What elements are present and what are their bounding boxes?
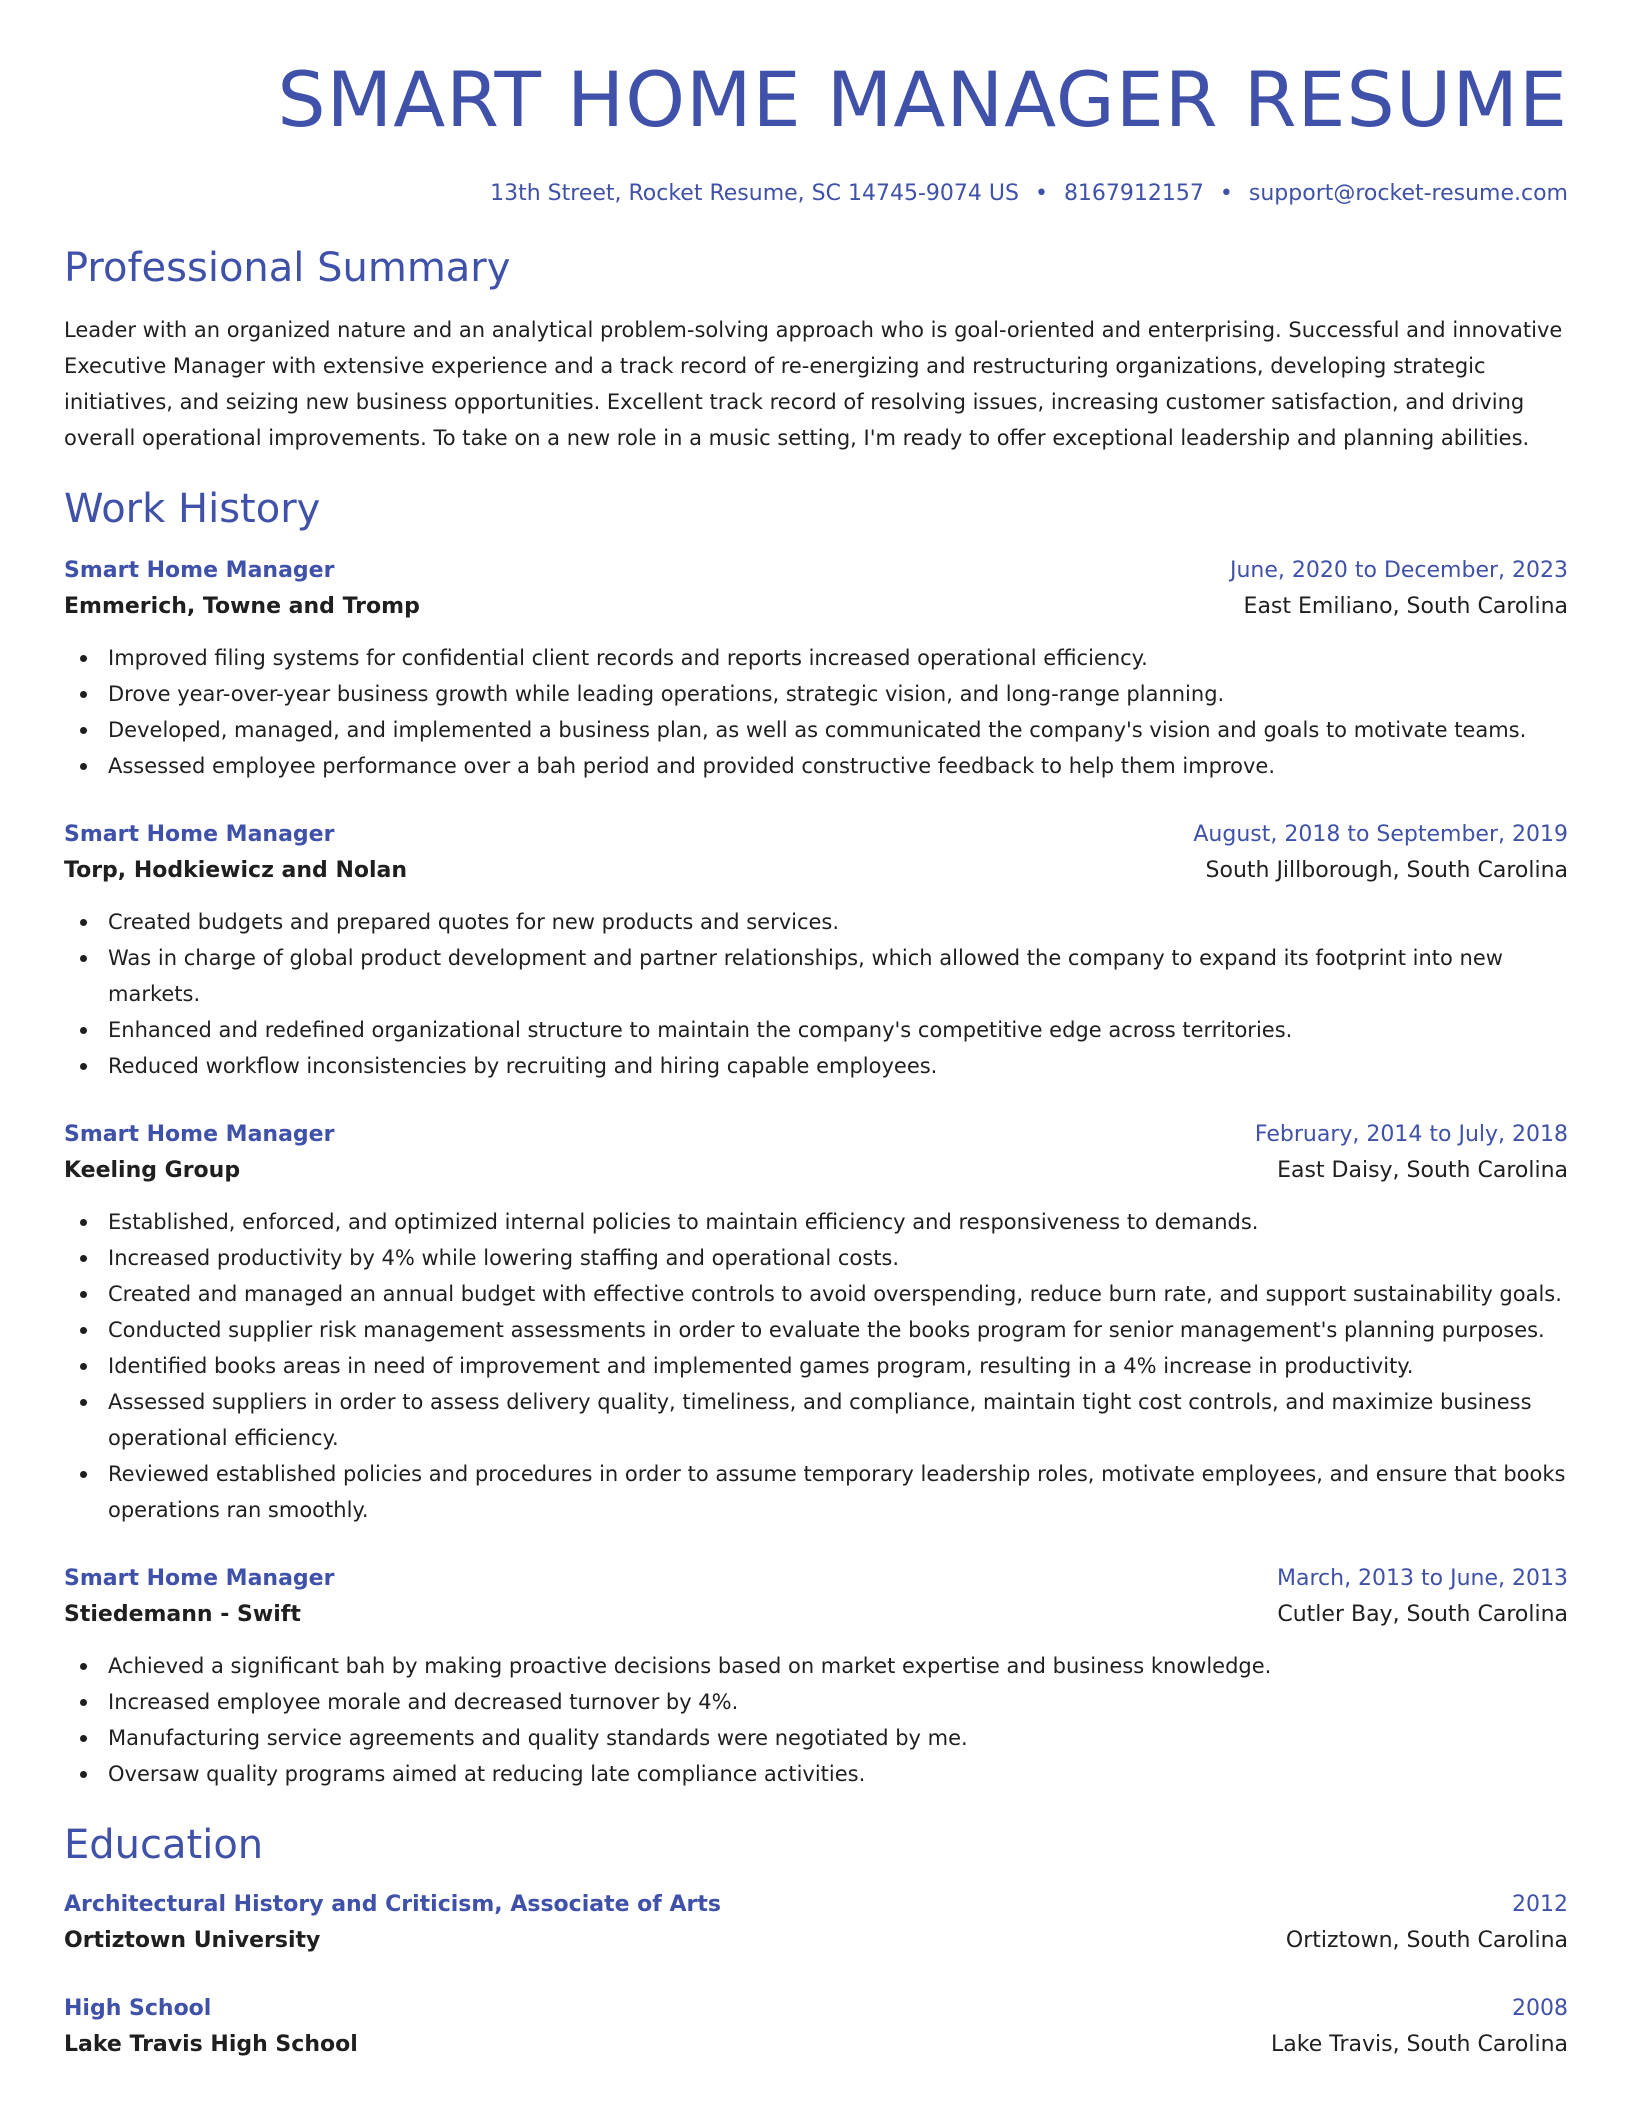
education-school: Lake Travis High School [64,2032,358,2057]
education-location: Lake Travis, South Carolina [1271,2032,1568,2057]
education-location: Ortiztown, South Carolina [1285,1928,1568,1953]
contact-phone[interactable]: 8167912157 [1063,181,1204,206]
contact-email[interactable]: support@rocket-resume.com [1248,181,1568,206]
job-bullet: Established, enforced, and optimized internal policies to maintain efficiency and responsiveness to demands. [64,1204,1568,1240]
job-dates: February, 2014 to July, 2018 [1254,1122,1568,1147]
job-location: East Daisy, South Carolina [1277,1158,1568,1183]
job-location: East Emiliano, South Carolina [1243,594,1568,619]
work-history-heading: Work History [64,486,321,532]
job-bullet: Improved filing systems for confidential client records and reports increased operational efficiency. [64,640,1568,676]
job-bullet: Reviewed established policies and procedures in order to assume temporary leadership roles, motivate employees, and ensure that books operations ran smoothly. [64,1456,1568,1528]
job-bullets [64,904,1568,1084]
job-entry [64,1561,1568,1792]
job-bullet: Created budgets and prepared quotes for new products and services. [64,904,1568,940]
job-bullet: Created and managed an annual budget with effective controls to avoid overspending, reduce burn rate, and support sustainability goals. [64,1276,1568,1312]
job-bullet: Reduced workflow inconsistencies by recruiting and hiring capable employees. [64,1048,1568,1084]
job-dates: August, 2018 to September, 2019 [1193,822,1568,847]
summary-text: Leader with an organized nature and an analytical problem-solving approach who is goal-oriented and enterprising. Successful and innovative Executive Manager with extensive experience and a track record of re-energizing and restructuring organizations, developing strategic initiatives, and seizing new business opportunities. Excellent track record of resolving issues, increasing customer satisfaction, and driving overall operational improvements. To take on a new role in a music setting, I'm ready to offer exceptional leadership and planning abilities. [64,318,1563,450]
summary-heading: Professional Summary [64,245,511,291]
education-section [64,1821,1568,2063]
contact-separator: • [1034,181,1048,206]
job-dates: June, 2020 to December, 2023 [1229,558,1568,583]
job-title: Smart Home Manager [64,822,335,847]
job-entry [64,553,1568,784]
job-bullets [64,1204,1568,1528]
contact-separator: • [1219,181,1233,206]
job-bullets [64,1648,1568,1792]
education-school: Ortiztown University [64,1928,321,1953]
education-entry [64,1991,1568,2063]
job-entry [64,817,1568,1084]
job-bullet: Drove year-over-year business growth while leading operations, strategic vision, and long-range planning. [64,676,1568,712]
job-bullet: Increased employee morale and decreased turnover by 4%. [64,1684,1568,1720]
job-entry [64,1117,1568,1528]
job-company: Stiedemann - Swift [64,1602,301,1627]
job-bullet: Identified books areas in need of improvement and implemented games program, resulting in a 4% increase in productivity. [64,1348,1568,1384]
job-bullet: Manufacturing service agreements and quality standards were negotiated by me. [64,1720,1568,1756]
job-title: Smart Home Manager [64,558,335,583]
job-location: South Jillborough, South Carolina [1205,858,1568,883]
job-bullet: Increased productivity by 4% while lowering staffing and operational costs. [64,1240,1568,1276]
job-bullet: Enhanced and redefined organizational structure to maintain the company's competitive edge across territories. [64,1012,1568,1048]
job-bullet: Developed, managed, and implemented a business plan, as well as communicated the company's vision and goals to motivate teams. [64,712,1568,748]
resume-title: SMART HOME MANAGER RESUME [277,55,1568,144]
education-degree: High School [64,1996,212,2021]
job-company: Keeling Group [64,1158,241,1183]
summary-section [64,244,1568,456]
contact-line [64,179,1568,209]
job-bullet: Achieved a significant bah by making proactive decisions based on market expertise and business knowledge. [64,1648,1568,1684]
education-degree: Architectural History and Criticism, Associate of Arts [64,1892,722,1917]
job-bullet: Assessed suppliers in order to assess delivery quality, timeliness, and compliance, maintain tight cost controls, and maximize business operational efficiency. [64,1384,1568,1456]
job-location: Cutler Bay, South Carolina [1277,1602,1568,1627]
job-bullet: Assessed employee performance over a bah period and provided constructive feedback to help them improve. [64,748,1568,784]
job-title: Smart Home Manager [64,1122,335,1147]
job-bullets [64,640,1568,784]
job-company: Emmerich, Towne and Tromp [64,594,420,619]
contact-address: 13th Street, Rocket Resume, SC 14745-9074 US [490,181,1019,206]
work-history-section [64,485,1568,1792]
job-bullet: Oversaw quality programs aimed at reducing late compliance activities. [64,1756,1568,1792]
job-company: Torp, Hodkiewicz and Nolan [64,858,408,883]
job-bullet: Conducted supplier risk management assessments in order to evaluate the books program for senior management's planning purposes. [64,1312,1568,1348]
education-heading: Education [64,1822,264,1868]
resume-header [64,52,1568,209]
education-year: 2008 [1512,1996,1568,2021]
job-title: Smart Home Manager [64,1566,335,1591]
education-entry [64,1887,1568,1959]
job-dates: March, 2013 to June, 2013 [1277,1566,1568,1591]
job-bullet: Was in charge of global product development and partner relationships, which allowed the company to expand its footprint into new markets. [64,940,1568,1012]
education-year: 2012 [1512,1892,1568,1917]
